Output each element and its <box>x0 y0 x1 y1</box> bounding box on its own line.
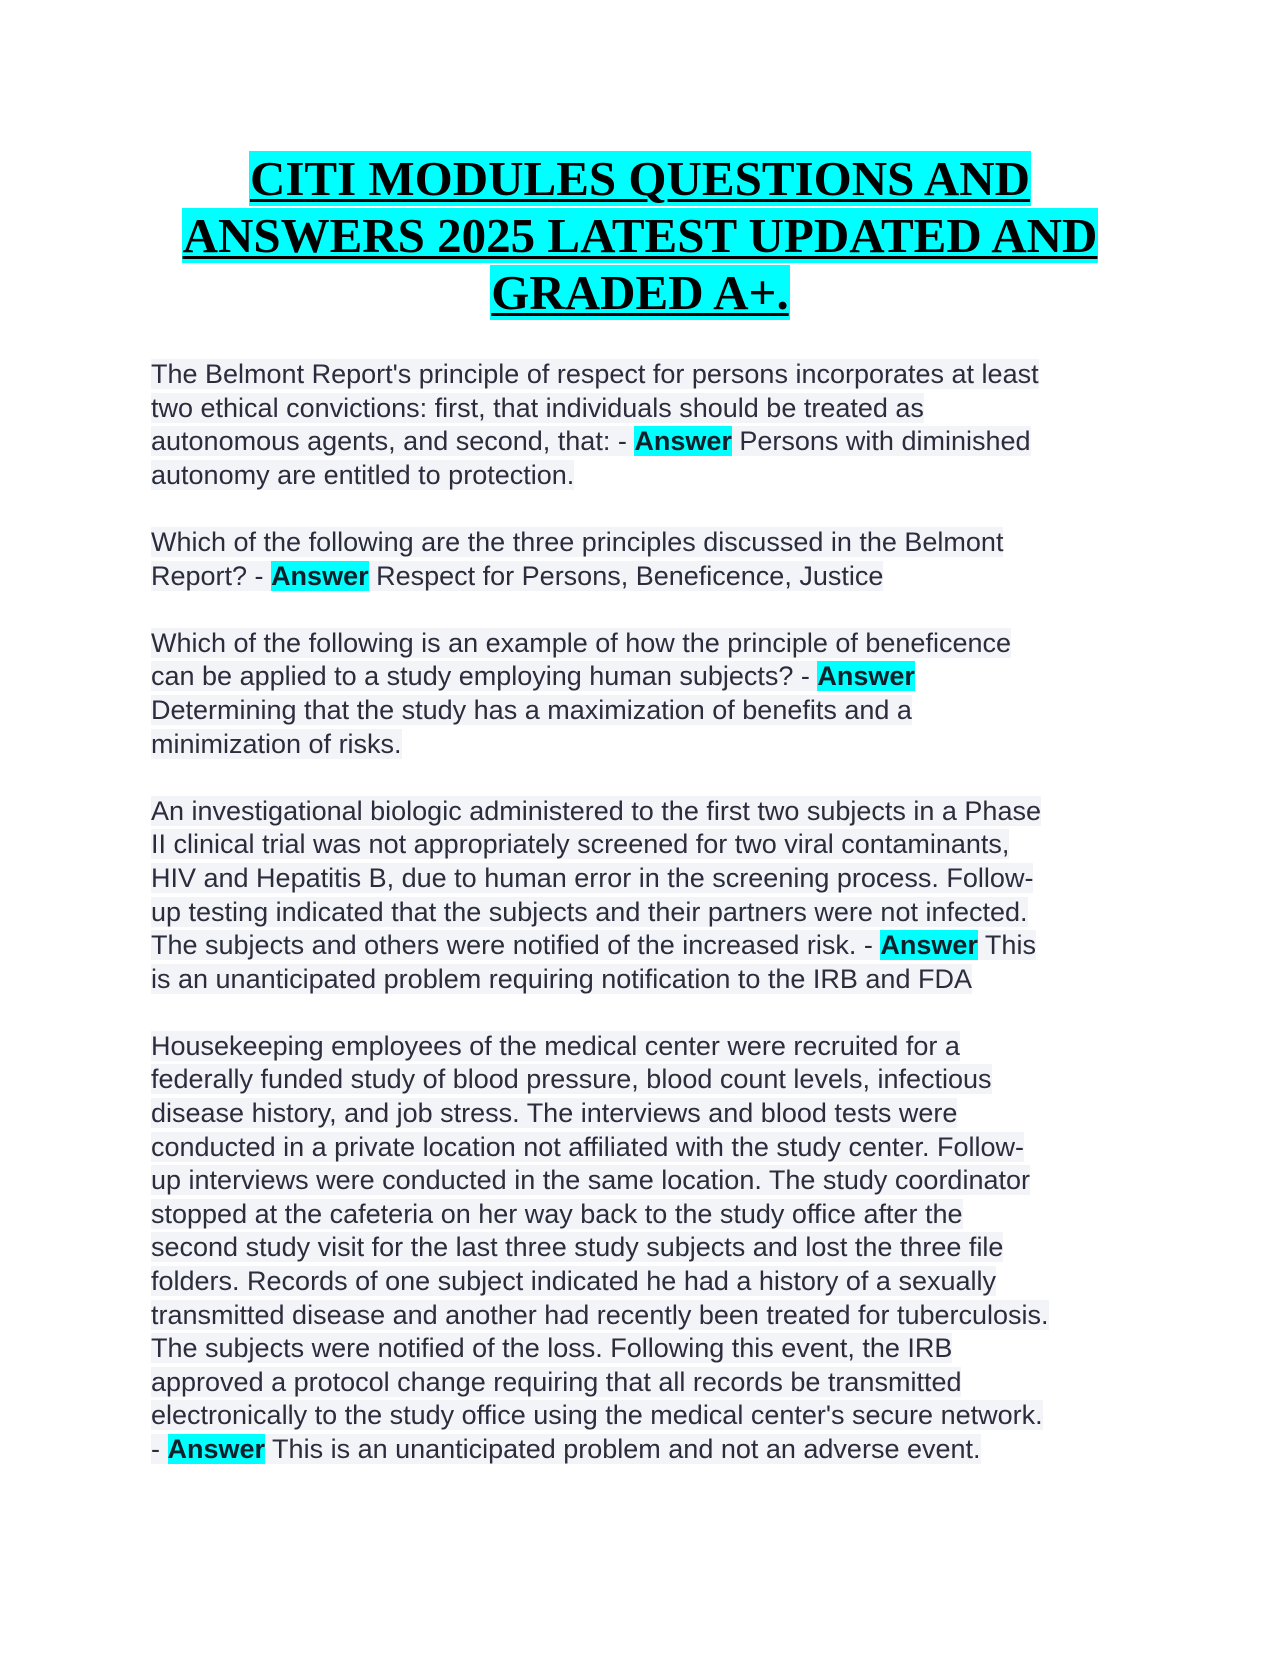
text-line <box>151 1265 1151 1299</box>
qa-paragraph <box>151 795 1151 997</box>
line-text: disease history, and job stress. The interviews and blood tests were <box>151 1098 958 1129</box>
text-line <box>151 560 1151 594</box>
line-text: second study visit for the last three study subjects and lost the three file <box>151 1232 1004 1263</box>
text-line <box>151 929 1151 963</box>
text-line <box>151 694 1151 728</box>
text-line <box>151 1366 1151 1400</box>
line-text: electronically to the study office using the medical center's secure network. <box>151 1400 1043 1431</box>
text-line <box>151 1231 1151 1265</box>
line-text: II clinical trial was not appropriately screened for two viral contaminants, <box>151 829 1010 860</box>
line-text: federally funded study of blood pressure, blood count levels, infectious <box>151 1064 992 1095</box>
answer-text: Respect for Persons, Beneficence, Justice <box>368 560 884 591</box>
line-text: Housekeeping employees of the medical center were recruited for a <box>151 1030 960 1061</box>
question-text: The subjects and others were notified of the increased risk. - <box>151 930 881 961</box>
line-text: two ethical convictions: first, that individuals should be treated as <box>151 392 924 423</box>
line-text <box>151 661 915 691</box>
text-line <box>151 862 1151 896</box>
line-text: up testing indicated that the subjects and their partners were not infected. <box>151 896 1028 927</box>
text-line <box>151 1030 1151 1064</box>
title-line: GRADED A+. <box>491 265 789 320</box>
answer-label: Answer <box>271 560 369 591</box>
text-line <box>151 795 1151 829</box>
document-title <box>0 150 1280 321</box>
line-text: Determining that the study has a maximization of benefits and a <box>151 694 912 725</box>
qa-paragraph <box>151 526 1151 593</box>
title-line: CITI MODULES QUESTIONS AND <box>249 151 1031 206</box>
title-line: ANSWERS 2025 LATEST UPDATED AND <box>182 208 1098 263</box>
question-text: Report? - <box>151 560 272 591</box>
answer-label: Answer <box>167 1434 266 1464</box>
text-line <box>151 1332 1151 1366</box>
line-text: autonomy are entitled to protection. <box>151 459 575 490</box>
line-text <box>151 1434 981 1464</box>
line-text: folders. Records of one subject indicated he had a history of a sexually <box>151 1266 996 1297</box>
line-text <box>151 930 1036 960</box>
answer-label: Answer <box>817 661 915 692</box>
answer-text: This <box>977 930 1036 961</box>
text-line <box>151 1198 1151 1232</box>
answer-text: Persons with diminished <box>731 426 1031 457</box>
answer-text: This is an unanticipated problem and not an adverse event. <box>265 1434 981 1464</box>
text-line <box>151 1164 1151 1198</box>
line-text <box>151 561 883 591</box>
qa-paragraph <box>151 1030 1151 1467</box>
line-text: The subjects were notified of the loss. Following this event, the IRB <box>151 1333 953 1364</box>
text-line <box>151 1131 1151 1165</box>
text-line <box>151 1097 1151 1131</box>
text-line <box>151 526 1151 560</box>
text-line <box>151 358 1151 392</box>
text-line <box>151 627 1151 661</box>
line-text: is an unanticipated problem requiring notification to the IRB and FDA <box>151 963 972 994</box>
line-text: transmitted disease and another had recently been treated for tuberculosis. <box>151 1299 1049 1330</box>
line-text: conducted in a private location not affiliated with the study center. Follow- <box>151 1131 1025 1162</box>
line-text <box>151 426 1031 456</box>
line-text: The Belmont Report's principle of respect for persons incorporates at least <box>151 359 1039 389</box>
text-line <box>151 1433 1151 1467</box>
text-line <box>151 459 1151 493</box>
text-line <box>151 728 1151 762</box>
text-line <box>151 425 1151 459</box>
line-text: HIV and Hepatitis B, due to human error in the screening process. Follow- <box>151 862 1034 893</box>
text-line <box>151 1299 1151 1333</box>
text-line <box>151 828 1151 862</box>
question-text: can be applied to a study employing human subjects? - <box>151 661 818 692</box>
text-line <box>151 896 1151 930</box>
question-text: - <box>151 1434 168 1464</box>
line-text: stopped at the cafeteria on her way back to the study office after the <box>151 1198 963 1229</box>
text-line <box>151 1063 1151 1097</box>
line-text: approved a protocol change requiring that all records be transmitted <box>151 1366 962 1397</box>
document-body <box>151 358 1151 1500</box>
qa-paragraph <box>151 627 1151 761</box>
line-text: minimization of risks. <box>151 728 402 759</box>
answer-label: Answer <box>880 930 978 961</box>
qa-paragraph <box>151 358 1151 492</box>
line-text: Which of the following is an example of how the principle of beneficence <box>151 627 1011 658</box>
line-text: An investigational biologic administered to the first two subjects in a Phase <box>151 795 1041 826</box>
line-text: Which of the following are the three principles discussed in the Belmont <box>151 526 1004 557</box>
text-line <box>151 1399 1151 1433</box>
question-text: autonomous agents, and second, that: - <box>151 426 635 457</box>
line-text: up interviews were conducted in the same location. The study coordinator <box>151 1165 1030 1196</box>
text-line <box>151 963 1151 997</box>
answer-label: Answer <box>634 426 732 457</box>
text-line <box>151 660 1151 694</box>
text-line <box>151 392 1151 426</box>
